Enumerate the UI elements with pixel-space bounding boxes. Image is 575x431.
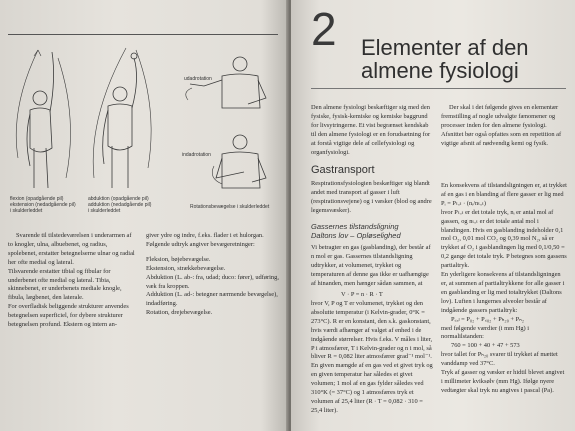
section-paragraph: Respirationsfysiologien beskæftiger sig blandt andet med transport af gasser i luft (respirationsvejene) og i væsker (blod og andre legemsvæsker). [311, 180, 432, 214]
body-column-1: Svarende til tilstedeværelsen i underarmen af to knogler, ulna, albuebenet, og radius, spolebenet, erstatter betegnelserne ulnar og radial her ofte medial og lateral. Tilsvarende erstatter tibial og fibular for underbenet ofte medial og lateral. Tibia, skinnebenet, er underbenets mediale knogle, fibula, lægbenet, den laterale. For overfladisk beliggende strukturer anvendes betegnelsen superficiel, for dybere strukturer betegnelsen profund. Ekstern og intern an- [8, 232, 135, 329]
caption-rotation: Rotationsbevægelse i skulderleddet [190, 204, 270, 210]
term-rotation: Rotation, drejebevægelse. [146, 309, 213, 317]
caption-indadrotation: indadrotation [182, 152, 211, 158]
chapter-title [361, 36, 561, 82]
state-equation: V · P = n · R · T [341, 291, 383, 298]
top-rule [8, 34, 278, 35]
body-column-2 [146, 232, 280, 318]
chapter-number: 2 [311, 3, 337, 55]
internal-rotation-figure [212, 135, 266, 188]
term-ekstension: Ekstension, strækkebevægelse. [146, 264, 226, 272]
para-state-equation: Vi betragter en gas (gasblanding), der består af n mol er gas. Gassernes tilstandsligning udtrykker, at volumenet, trykket og temperaturen af denne gas ikke er uafhængige af hinanden, men hænger sådan sammen, at [311, 244, 431, 287]
right-page [291, 0, 575, 431]
para-gas-constant: hvor V, P og T er volumenet, trykket og den absolutte temperatur (i Kelvin-grader, 0°K = 273°C). R er en konstant, den s.k. gaskonstant, hvis værdi afhænger af valget af enhed i de indgående størrelser. Hvis f.eks. V måles i liter, P i atmosfærer, T i Kelvin-grader og n i mol, så bliver R = 0,082 liter atmosfærer grad⁻¹ mol⁻¹. En given mængde af en gas ved et givet tryk og en given temperatur har således et givet volumen; 1 mol af en gas fylder således ved 310°K (= 37°C) og 1 atmosfæres tryk et volumen af 25,4 liter (R · T = 0,082 · 310 = 25,4 liter). [311, 300, 433, 414]
subsection-title: Gassernes tilstandsligning Daltons lov – Opløselighed [311, 222, 401, 240]
chapter-title-text: Elementer af den almene fysiologi [361, 35, 529, 83]
normal-values-intro: med følgende værdier (i mm Hg) i normalilstanden: [441, 324, 530, 341]
title-rule [311, 88, 566, 89]
section-title: Gastransport [311, 164, 375, 176]
pressure-units-text: hvor tallet for Pₕ₂₀ svarer til trykket af mættet vanddamp ved 37°C. Tryk af gasser og væsker er hidtil blevet angivet i millimeter kviksølv (mm Hg). Ifølge nyere vedtægter skal tryk nu angives i pascal (Pa). [441, 351, 565, 394]
movement-intro: giver ydre og indre, f.eks. flader i et hulorgan. Følgende udtryk angiver bevægeretninger: [146, 232, 264, 248]
intro-column-2: Der skal i det følgende gives en elementær fremstilling af nogle udvalgte fænomener og processer inden for den almene fysiologi. Afsnittet bør også opfattes som en repetition af vigtige afsnit af nødvendig kemi og fysik. [441, 104, 562, 147]
abduction-figure [93, 48, 151, 188]
term-fleksion: Fleksion, bøjebevægelse. [146, 255, 211, 263]
normal-values: 760 = 100 + 40 + 47 + 573 [451, 342, 520, 350]
external-rotation-figure [186, 57, 266, 108]
flexion-figure [16, 50, 70, 188]
term-abduktion: Abduktion (L. ab-: fra, udad; duco: fører), udføring, væk fra kroppen. [146, 273, 279, 290]
body-column-right [441, 182, 567, 431]
caption-abduktion: abduktion (opadgående pil) adduktion (nedadgående pil) i skulderleddet [88, 196, 152, 214]
caption-flexion: flexion (opadgående pil) ekstension (nedadgående pil) i skulderleddet [10, 196, 76, 214]
dalton-equation: P꜀ₐₗ = P₀₂ + P꜀₀₂ + Pₕ₂₀ + Pₙ₂ [451, 315, 524, 323]
caption-udadrotation: udadrotation [184, 76, 212, 82]
partial-pressure-text: En konsekvens af tilstandsligningen er, at trykket af en gas i en blanding af flere gasser er lig med Pᵢ = Pₜₒₜ · (nᵢ/nₜₒₜ) hvor Pₜₒₜ er det totale tryk, nᵢ er antal mol af gassen, og nₜₒₜ er det totale antal mol i blandingen. Hvis en gasblanding indeholder 0,1 mol O₂, 0,01 mol CO₂ og 0,39 mol N₂, så er trykket af O₂ i gasblandingen lig med 0,1/0,50 = 0,2 gange det totale tryk. P betegnes som gassens partialtryk. En yderligere konsekvens af tilstandsligningen er, at summen af partialtrykkene for alle gasser i en gasblanding er lig med totaltrykket (Daltons lov). Luften i lungernes alveoler består af indgående gassers partialtryk: [441, 182, 567, 314]
intro-column-1: Den almene fysiologi beskæftiger sig med den fysiske, fysisk-kemiske og kemiske baggrund for livsytringerne. Et vist begrænset kendskab til den almene fysiologi er en forudsætning for at forstå vigtige dele af cellefysiologi og organfysiologi. [311, 104, 431, 156]
term-adduktion: Adduktion (L. ad-: betegner nærmende bevægelse), indadføring. [146, 291, 278, 308]
